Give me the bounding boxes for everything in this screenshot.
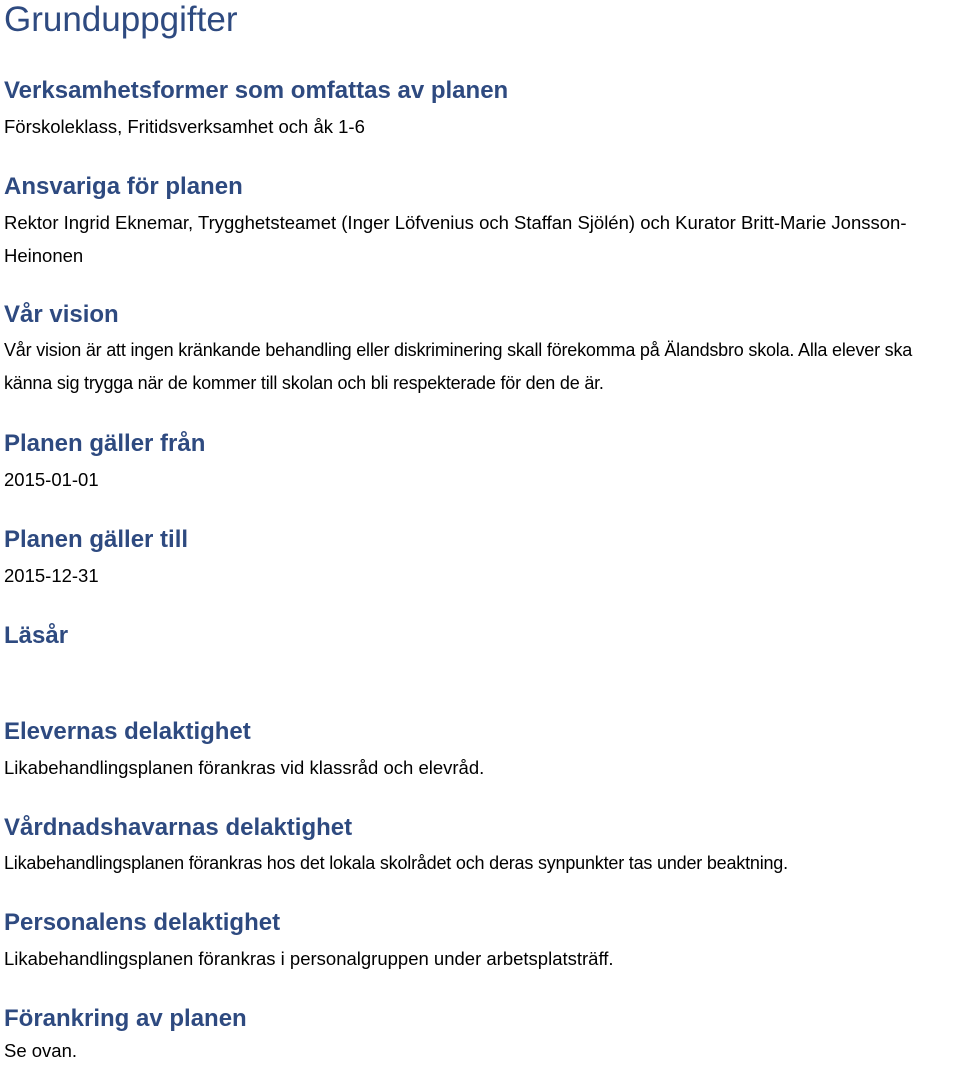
section-heading: Personalens delaktighet [4,909,281,936]
section-text: Rektor Ingrid Eknemar, Trygghetsteamet (Inger Löfvenius och Staffan Sjölén) och Kurator Britt-Marie Jonsson-Heinonen [4,212,907,266]
section-heading: Ansvariga för planen [4,173,243,200]
section-text: Likabehandlingsplanen förankras hos det lokala skolrådet och deras synpunkter tas under beaktning. [4,853,788,873]
section-text: 2015-12-31 [4,565,99,586]
section-galler-till [4,525,956,592]
page-title: Grunduppgifter [4,0,238,39]
section-ansvariga [4,172,956,272]
section-text: Likabehandlingsplanen förankras vid klassråd och elevråd. [4,757,485,778]
section-heading: Verksamhetsformer som omfattas av planen [4,77,509,104]
section-heading: Planen gäller till [4,526,189,553]
section-text: 2015-01-01 [4,469,99,490]
section-vardnadshavarnas-delaktighet [4,813,956,880]
section-vision [4,300,956,400]
section-galler-fran [4,429,956,496]
section-elevernas-delaktighet [4,717,956,784]
section-heading: Läsår [4,622,69,649]
section-lasar [4,621,956,655]
section-text: Vår vision är att ingen kränkande behandling eller diskriminering skall förekomma på Älandsbro skola. Alla elever ska känna sig trygga när de kommer till skolan och bli respekterade för den de är. [4,340,913,393]
section-heading: Elevernas delaktighet [4,718,251,745]
section-heading: Vår vision [4,301,119,328]
section-personalens-delaktighet [4,908,956,975]
section-text: Förskoleklass, Fritidsverksamhet och åk 1-6 [4,116,365,137]
section-heading: Förankring av planen [4,1005,247,1032]
section-text: Likabehandlingsplanen förankras i personalgruppen under arbetsplatsträff. [4,948,614,969]
section-verksamhetsformer [4,76,956,143]
section-heading: Vårdnadshavarnas delaktighet [4,814,353,841]
section-heading: Planen gäller från [4,430,206,457]
section-forankring [4,1004,956,1066]
section-text: Se ovan. [4,1040,78,1061]
